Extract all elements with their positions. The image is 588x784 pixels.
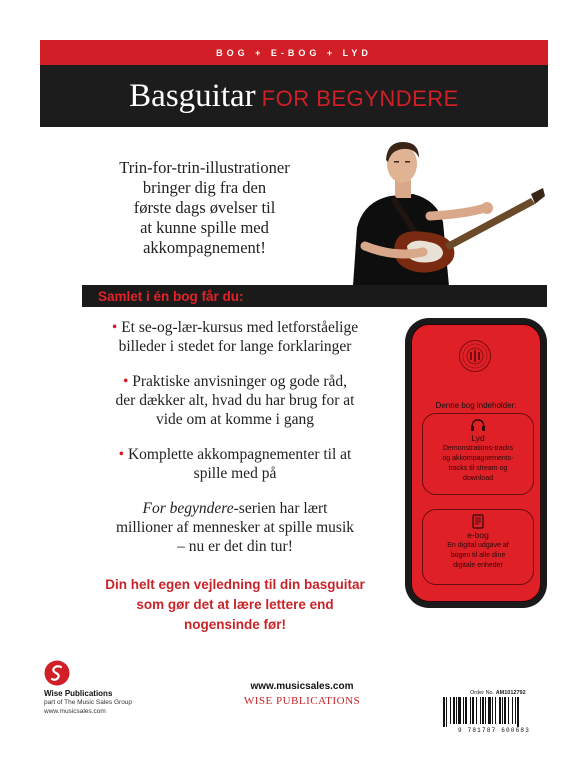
barcode-bar <box>495 697 496 724</box>
feature-desc-line: og akkompagnements- <box>442 455 514 462</box>
book-subtitle: FOR BEGYNDERE <box>261 86 459 111</box>
order-value: AM1012792 <box>495 690 526 696</box>
bullet-marker: • <box>118 446 125 463</box>
intro-line: akkompagnement! <box>143 238 266 257</box>
barcode-bar <box>463 697 464 724</box>
contents-box <box>405 318 547 608</box>
feature-title: e-bog <box>467 530 489 540</box>
contents-box-inner <box>411 324 541 602</box>
barcode-bar <box>502 697 503 724</box>
bass-player-photo <box>335 136 545 286</box>
series-line: millioner af mennesker at spille musik <box>115 519 355 536</box>
barcode-bar <box>504 697 506 724</box>
feature-desc-line: tracks til stream og <box>448 465 508 472</box>
order-label: Order No. <box>470 690 495 696</box>
barcode-bar <box>515 697 516 724</box>
series-name: For begyndere <box>142 500 234 517</box>
barcode-bar <box>485 697 486 724</box>
series-line: – nu er det din tur! <box>177 538 293 555</box>
barcode-digits: 9 781787 600683 <box>457 727 530 734</box>
barcode-bar <box>465 697 467 724</box>
barcode-bar <box>508 697 509 724</box>
barcode-bar <box>470 697 471 724</box>
feature-desc-line: Demonstrations-tracks <box>442 445 514 452</box>
barcode-bar <box>517 697 519 727</box>
publisher-website: www.musicsales.com <box>44 708 106 715</box>
intro-line: Trin-for-trin-illustrationer <box>119 158 290 177</box>
intro-line: at kunne spille med <box>140 218 269 237</box>
barcode-bar <box>472 697 474 724</box>
format-strip: BOG + E-BOG + LYD <box>40 40 548 65</box>
barcode-bar <box>480 697 481 724</box>
contents-heading: Denne bog indeholder: <box>435 401 517 410</box>
series-line: -serien har lært <box>233 500 328 517</box>
barcode-bar <box>482 697 484 724</box>
bullet-text: Komplette akkompagnementer til at <box>127 446 352 463</box>
feature-desc-line: bogen til alle dine <box>450 552 506 559</box>
feature-title: Lyd <box>471 433 485 443</box>
tagline-line: som gør det at lære lettere end <box>136 597 334 612</box>
bullet-text: billeder i stedet for lange forklaringer <box>118 338 352 355</box>
tagline-line: nogensinde før! <box>184 617 286 632</box>
feature-audio <box>422 413 534 495</box>
bullet-text: Et se-og-lær-kursus med letforståelige <box>121 319 359 336</box>
order-number <box>470 690 526 696</box>
barcode-bar <box>453 697 455 724</box>
list-item <box>70 372 400 429</box>
feature-ebook <box>422 509 534 585</box>
list-item <box>70 445 400 483</box>
tablet-icon <box>472 514 484 529</box>
tagline-line: Din helt egen vejledning til din basguitar <box>105 577 365 592</box>
intro-text <box>92 158 317 258</box>
intro-line: bringer dig fra den <box>142 178 267 197</box>
section-heading-bar <box>82 285 547 307</box>
publisher-name: Wise Publications <box>44 689 113 698</box>
tagline <box>70 575 400 635</box>
bullet-text: vide om at komme i gang <box>156 411 314 428</box>
bullet-marker: • <box>111 319 118 336</box>
bullet-marker: • <box>122 373 129 390</box>
feature-desc <box>423 444 533 484</box>
section-heading: Samlet i én bog får du: <box>98 288 244 304</box>
barcode-bar <box>450 697 451 724</box>
bullet-text: der dækker alt, hvad du har brug for at <box>115 392 355 409</box>
seal-icon <box>458 339 492 373</box>
intro-line: første dags øvelser til <box>133 198 276 217</box>
bullet-text: Praktiske anvisninger og gode råd, <box>132 373 348 390</box>
book-title: Basguitar <box>129 77 256 114</box>
title-band <box>40 65 548 127</box>
barcode-bar <box>476 697 477 724</box>
feature-desc-line: download <box>463 475 493 482</box>
barcode-bar <box>499 697 501 724</box>
bullet-text: spille med på <box>193 465 277 482</box>
list-item <box>70 318 400 356</box>
barcode-bar <box>492 697 493 724</box>
publisher-wordmark: WISE PUBLICATIONS <box>243 695 361 707</box>
barcode-bar <box>446 697 447 727</box>
feature-desc <box>423 541 533 571</box>
feature-list <box>70 318 400 556</box>
feature-desc-line: digitale enheder <box>453 562 503 569</box>
series-text <box>70 499 400 556</box>
headphones-icon <box>470 418 486 432</box>
barcode-bar <box>488 697 491 724</box>
barcode-bar <box>443 697 445 727</box>
publisher-logo-icon <box>44 660 70 686</box>
website-url: www.musicsales.com <box>250 681 354 692</box>
publisher-group: part of The Music Sales Group <box>44 699 133 706</box>
barcode-bar <box>512 697 513 724</box>
barcode <box>440 697 548 727</box>
barcode-bar <box>456 697 457 724</box>
barcode-bar <box>458 697 461 724</box>
feature-desc-line: En digital udgave af <box>447 542 509 549</box>
